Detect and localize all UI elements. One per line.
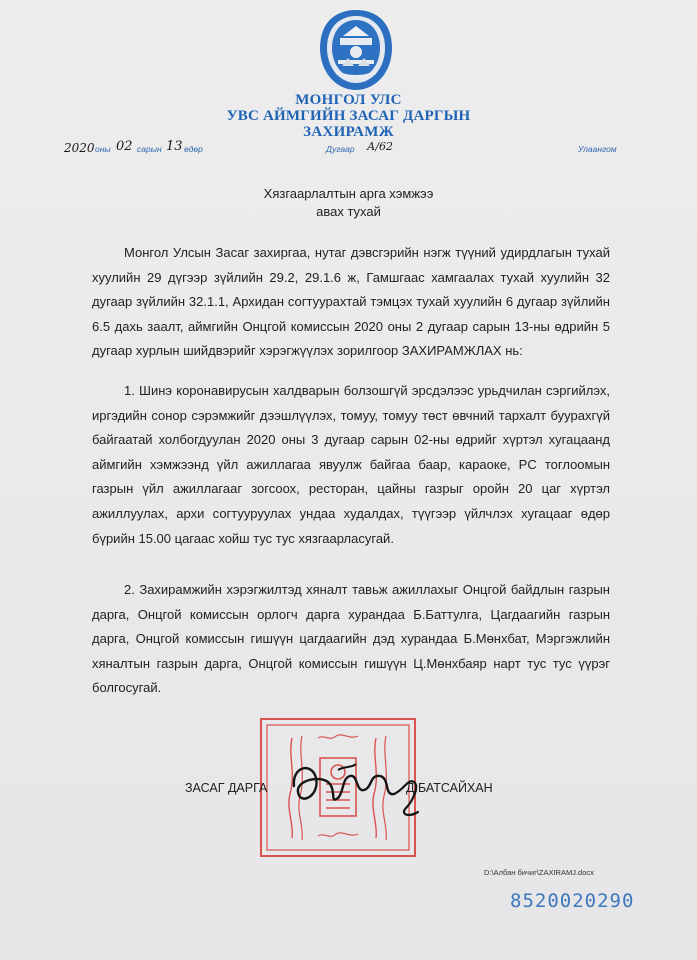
signatory-name: Д.БАТСАЙХАН bbox=[406, 781, 493, 795]
header-country: МОНГОЛ УЛС bbox=[295, 92, 402, 108]
file-path-note: D:\Албан бичиг\ZAXIRAMJ.docx bbox=[484, 868, 594, 877]
date-number-line bbox=[0, 140, 697, 160]
date-month: 02 bbox=[116, 139, 133, 154]
document-title-line1: Хязгаарлалтын арга хэмжээ bbox=[263, 186, 434, 201]
document-title-line2: авах тухай bbox=[316, 204, 381, 219]
handwritten-signature-icon bbox=[286, 756, 436, 822]
date-day-suffix: өдөр bbox=[184, 144, 203, 154]
date-month-suffix: сарын bbox=[137, 144, 162, 154]
date-year: 2020 bbox=[64, 141, 95, 155]
header-doc-type: ЗАХИРАМЖ bbox=[303, 124, 394, 140]
number-label: Дугаар bbox=[326, 144, 355, 154]
header-office: УВС АЙМГИЙН ЗАСАГ ДАРГЫН bbox=[226, 108, 471, 124]
state-emblem-icon bbox=[318, 8, 394, 92]
order-item-2: 2. Захирамжийн хэрэгжилтэд хяналт тавьж ажиллахыг Онцгой байдлын газрын дарга, Онцгой комиссын орлогч дарга хурандаа Б.Баттулга, Цагдаагийн газрын дарга, Онцгой комиссын гишүүн цагдаагийн дэд хурандаа Б.Мөнхбат, Мэргэжлийн хяналтын газрын дарга, Онцгой комиссын гишүүн Ц.Мөнхбаяр нарт тус тус үүрэг болгосугай. bbox=[92, 582, 610, 696]
serial-number: 8520020290 bbox=[510, 890, 635, 912]
order-item-1: 1. Шинэ коронавирусын халдварын болзошгүй эрсдэлээс урьдчилан сэргийлэх, иргэдийн сонор сэрэмжийг дээшлүүлэх, томуу, томуу төст өвчний тархалт буурахгүй байгаатай холбогдуулан 2020 оны 3 дугаар сарын 02-ны өдрийг хүртэл хугацаанд аймгийн хэмжээнд үйл ажиллагаа явуулж байгаа баар, караоке, PC тоглоомын газрын үйл ажиллагааг зогсоох, ресторан, цайны газрыг оройн 20 цаг хүртэл ажиллуулах, архи согтууруулах ундаа худалдах, түүгээр үйлчлэх хугацааг өдөр бүрийн 15.00 цагаас хойш тус тус хязгаарласугай. bbox=[92, 383, 610, 546]
document-number: А/62 bbox=[367, 140, 394, 153]
signatory-title: ЗАСАГ ДАРГА bbox=[185, 781, 268, 795]
place-label: Улаангом bbox=[578, 144, 617, 154]
date-day: 13 bbox=[166, 139, 183, 154]
date-year-suffix: оны bbox=[95, 144, 111, 154]
preamble-paragraph: Монгол Улсын Засаг захиргаа, нутаг дэвсгэрийн нэгж түүний удирдлагын тухай хуулийн 29 дүгээр зүйлийн 29.2, 29.1.6 ж, Гамшгаас хамгаалах тухай хуулийн 32 дугаар зүйлийн 32.1.1, Архидан согтуурахтай тэмцэх тухай хуулийн 6 дугаар зүйлийн 6.5 дахь заалт, аймгийн Онцгой комиссын 2020 оны 2 дугаар сарын 13-ны өдрийн 5 дугаар хурлын шийдвэрийг хэрэгжүүлэх зорилгоор ЗАХИРАМЖЛАХ нь: bbox=[92, 245, 610, 359]
